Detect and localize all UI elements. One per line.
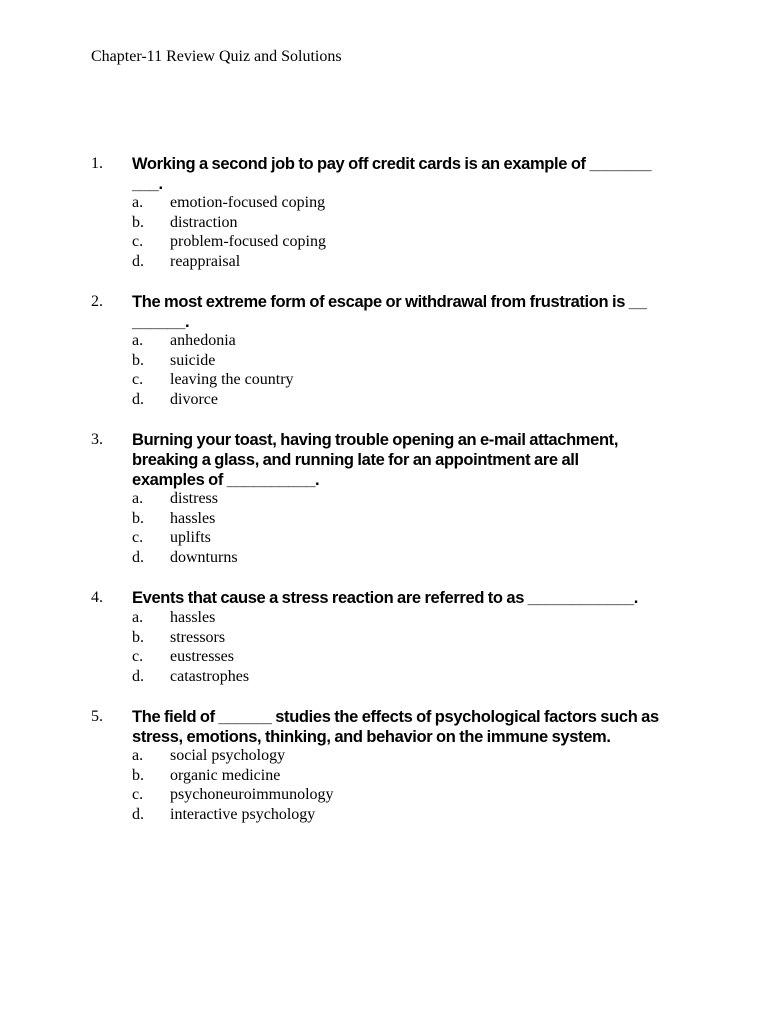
option-letter: a. bbox=[132, 747, 144, 764]
answer-option-c bbox=[132, 647, 632, 667]
answer-option-a bbox=[132, 746, 632, 766]
option-letter: d. bbox=[132, 806, 144, 824]
answer-options bbox=[132, 331, 632, 410]
option-letter: b. bbox=[132, 509, 144, 527]
question-line: ______. bbox=[132, 313, 190, 331]
option-letter: c. bbox=[132, 648, 144, 666]
question-text bbox=[132, 707, 682, 747]
answer-option-a bbox=[132, 331, 632, 351]
option-letter: d. bbox=[132, 549, 144, 567]
option-text: downturns bbox=[170, 549, 238, 567]
answer-options bbox=[132, 746, 632, 825]
option-letter: a. bbox=[132, 490, 144, 507]
page-title: Chapter-11 Review Quiz and Solutions bbox=[91, 48, 342, 65]
answer-option-b bbox=[132, 628, 632, 648]
answer-option-b bbox=[132, 509, 632, 529]
option-letter: b. bbox=[132, 766, 144, 784]
question-line: Events that cause a stress reaction are referred to as ____________. bbox=[132, 589, 638, 607]
question-number: 4. bbox=[91, 589, 103, 606]
answer-option-d bbox=[132, 390, 632, 410]
option-text: eustresses bbox=[170, 648, 234, 666]
option-letter: b. bbox=[132, 628, 144, 646]
option-text: interactive psychology bbox=[170, 806, 316, 824]
option-letter: c. bbox=[132, 233, 144, 251]
option-text: emotion-focused coping bbox=[170, 194, 326, 211]
option-text: hassles bbox=[170, 609, 216, 626]
option-letter: a. bbox=[132, 194, 144, 211]
option-letter: c. bbox=[132, 371, 144, 389]
question-line: breaking a glass, and running late for an appointment are all bbox=[132, 451, 579, 469]
question-line: Working a second job to pay off credit cards is an example of _______ bbox=[132, 155, 652, 173]
answer-option-d bbox=[132, 667, 632, 687]
option-letter: c. bbox=[132, 529, 144, 547]
answer-option-b bbox=[132, 766, 632, 786]
question-number: 3. bbox=[91, 431, 103, 448]
answer-options bbox=[132, 489, 632, 568]
option-text: hassles bbox=[170, 509, 216, 527]
question-text bbox=[132, 588, 682, 608]
answer-option-a bbox=[132, 193, 632, 213]
question-line: The field of ______ studies the effects of psychological factors such as bbox=[132, 708, 659, 726]
option-letter: d. bbox=[132, 253, 144, 271]
question-line: Burning your toast, having trouble opening an e-mail attachment, bbox=[132, 431, 619, 449]
answer-options bbox=[132, 608, 632, 687]
answer-option-d bbox=[132, 548, 632, 568]
option-text: reappraisal bbox=[170, 253, 241, 271]
answer-option-c bbox=[132, 785, 632, 805]
question-text bbox=[132, 154, 682, 194]
option-text: distraction bbox=[170, 213, 238, 231]
question-text bbox=[132, 292, 682, 332]
option-text: distress bbox=[170, 490, 218, 507]
option-letter: d. bbox=[132, 391, 144, 409]
option-letter: d. bbox=[132, 668, 144, 686]
question-text bbox=[132, 430, 682, 490]
option-text: suicide bbox=[170, 351, 216, 369]
answer-option-b bbox=[132, 351, 632, 371]
answer-option-c bbox=[132, 528, 632, 548]
option-text: organic medicine bbox=[170, 766, 281, 784]
answer-option-c bbox=[132, 232, 632, 252]
answer-option-c bbox=[132, 370, 632, 390]
question-line: stress, emotions, thinking, and behavior on the immune system. bbox=[132, 728, 611, 746]
answer-option-a bbox=[132, 608, 632, 628]
answer-option-b bbox=[132, 213, 632, 233]
option-letter: b. bbox=[132, 351, 144, 369]
option-text: divorce bbox=[170, 391, 218, 409]
option-text: problem-focused coping bbox=[170, 233, 326, 251]
answer-option-d bbox=[132, 805, 632, 825]
question-line: The most extreme form of escape or withdrawal from frustration is __ bbox=[132, 293, 647, 311]
option-text: stressors bbox=[170, 628, 226, 646]
option-text: psychoneuroimmunology bbox=[170, 786, 334, 804]
option-letter: b. bbox=[132, 213, 144, 231]
answer-option-d bbox=[132, 252, 632, 272]
question-line: ___. bbox=[132, 175, 163, 193]
option-letter: a. bbox=[132, 609, 144, 626]
question-number: 2. bbox=[91, 293, 103, 310]
option-text: leaving the country bbox=[170, 371, 294, 389]
question-number: 1. bbox=[91, 155, 103, 172]
option-text: uplifts bbox=[170, 529, 211, 547]
option-text: catastrophes bbox=[170, 668, 250, 686]
answer-option-a bbox=[132, 489, 632, 509]
option-letter: c. bbox=[132, 786, 144, 804]
option-text: social psychology bbox=[170, 747, 286, 764]
question-number: 5. bbox=[91, 708, 103, 725]
option-letter: a. bbox=[132, 332, 144, 349]
answer-options bbox=[132, 193, 632, 272]
question-line: examples of __________. bbox=[132, 471, 320, 489]
option-text: anhedonia bbox=[170, 332, 236, 349]
